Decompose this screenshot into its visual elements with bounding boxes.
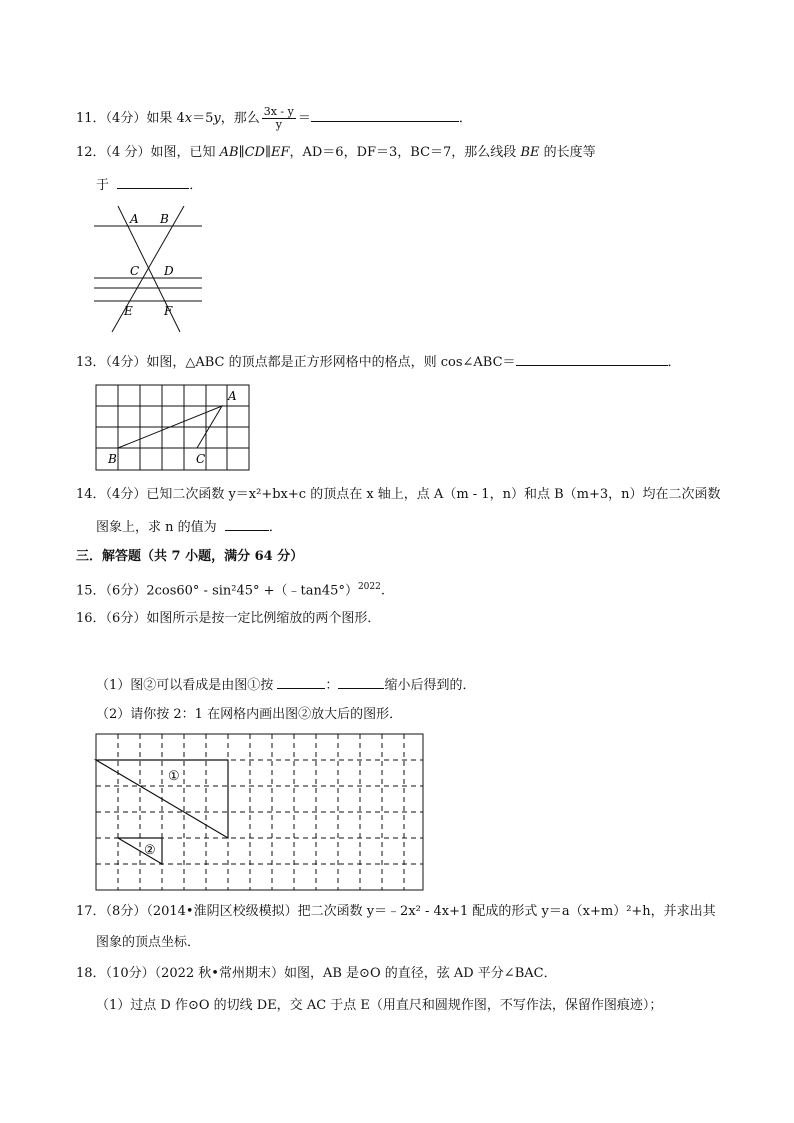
fig12-label-d: D xyxy=(164,264,174,278)
triangle-2-label: ② xyxy=(144,843,156,858)
q16-line xyxy=(76,610,380,628)
q12-lengths: ，AD＝6，DF＝3，BC＝7， xyxy=(289,145,465,160)
q15-power: 2022 xyxy=(357,582,381,592)
q16-score: （6分） xyxy=(105,611,147,626)
q11-number: 11． xyxy=(76,111,106,126)
q14-line2-text: 图象上，求 n 的值为 xyxy=(96,520,217,535)
q16-sub1-post: 缩小后得到的． xyxy=(384,678,476,693)
q18-sub1-text: （1）过点 D 作⊙O 的切线 DE，交 AC 于点 E（用直尺和圆规作图，不写作法，保留作图痕迹）； xyxy=(96,998,663,1013)
q11-answer-blank[interactable] xyxy=(311,108,459,122)
q13-score: （4分） xyxy=(105,355,147,370)
q11-text-then: ，那么 xyxy=(220,111,260,126)
q16-sub2-text: （2）请你按 2：1 在网格内画出图②放大后的图形． xyxy=(96,707,403,722)
q15-score: （6分） xyxy=(105,583,147,599)
q12-figure xyxy=(90,202,210,337)
q16-blank-2[interactable] xyxy=(338,675,384,689)
q14-end: ． xyxy=(268,520,282,535)
q16-number: 16． xyxy=(76,611,106,626)
q12-ef: EF xyxy=(270,145,290,160)
q14-line1 xyxy=(76,486,721,504)
q12-line1 xyxy=(76,144,596,162)
q12-cd: CD xyxy=(244,145,265,160)
q11-text-pre: 如果 4 xyxy=(146,111,185,126)
q17-score: （8分） xyxy=(105,904,147,919)
q12-par2: ∥ xyxy=(264,145,271,160)
q12-score: （4 分） xyxy=(105,145,151,160)
fig12-label-a: A xyxy=(130,212,139,226)
q12-text2: 那么线段 xyxy=(464,145,517,160)
q15-number: 15． xyxy=(76,583,106,599)
fig12-label-b: B xyxy=(160,212,169,226)
q11-fraction xyxy=(262,106,296,131)
q12-answer-blank[interactable] xyxy=(117,175,189,189)
q16-grid-figure xyxy=(94,733,426,893)
q11-var-x: x xyxy=(184,111,193,126)
q16-sub1-pre: （1）图②可以看成是由图①按 xyxy=(96,678,274,693)
fig12-label-e: E xyxy=(124,304,133,318)
q12-text1: 如图，已知 xyxy=(150,145,216,160)
q11-score: （4分） xyxy=(105,111,147,126)
q12-number: 12． xyxy=(76,145,106,160)
q16-dashed-grid xyxy=(96,734,423,890)
q13-grid xyxy=(96,385,249,470)
q14-number: 14． xyxy=(76,487,106,502)
q16-sub1 xyxy=(96,675,475,695)
q16-text: 如图所示是按一定比例缩放的两个图形． xyxy=(146,611,381,626)
q18-sub1 xyxy=(96,997,662,1015)
fig13-label-a: A xyxy=(228,389,237,403)
q17-number: 17． xyxy=(76,904,106,919)
q18-number: 18． xyxy=(76,966,106,981)
q17-line2-text: 图象的顶点坐标． xyxy=(96,935,201,950)
fig13-label-b: B xyxy=(108,452,117,466)
q14-line1-text: 已知二次函数 y＝x²+bx+c 的顶点在 x 轴上，点 A（m - 1，n）和点 B（m+3，n）均在二次函数 xyxy=(146,487,721,502)
q18-line1-text: （2022 秋•常州期末）如图，AB 是⊙O 的直径，弦 AD 平分∠BAC． xyxy=(154,966,557,981)
q12-par1: ∥ xyxy=(238,145,245,160)
q13-text: 如图，△ABC 的顶点都是正方形网格中的格点，则 cos∠ABC＝ xyxy=(146,355,516,370)
section3-title: 三．解答题（共 7 小题，满分 64 分） xyxy=(76,549,304,564)
q14-line2 xyxy=(96,517,282,537)
q14-answer-blank[interactable] xyxy=(225,517,269,531)
q18-score: （10分） xyxy=(105,966,155,981)
q11-var-y: y xyxy=(213,111,221,126)
q11-text-eq: ＝5 xyxy=(192,111,214,126)
q12-end: ． xyxy=(189,178,203,193)
q15-line xyxy=(76,578,385,600)
fig12-label-c: C xyxy=(130,264,140,278)
q17-line1 xyxy=(76,903,716,921)
q12-ab: AB xyxy=(219,145,239,160)
q15-end: . xyxy=(380,583,385,599)
q12-line2 xyxy=(96,175,202,195)
q16-sub2 xyxy=(96,706,402,724)
q13-grid-figure xyxy=(94,384,254,474)
q18-line1 xyxy=(76,965,557,983)
q13-number: 13． xyxy=(76,355,106,370)
q11-frac-den: y xyxy=(275,118,282,131)
fig12-label-f: F xyxy=(164,304,173,318)
q17-line2 xyxy=(96,934,200,952)
q11-frac-num: 3x - y xyxy=(263,105,294,118)
q11-end: ． xyxy=(458,111,472,126)
q12-text3: 的长度等 xyxy=(543,145,596,160)
q13-answer-blank[interactable] xyxy=(516,352,668,366)
fig13-label-c: C xyxy=(196,452,206,466)
q11-line xyxy=(76,106,472,131)
q12-be: BE xyxy=(520,145,540,160)
triangle-1-label: ① xyxy=(168,769,180,784)
q16-sub1-colon: ： xyxy=(325,678,339,693)
q12-line2-pre: 于 xyxy=(96,178,110,193)
q15-expression: 2cos60° - sin²45° +（﹣tan45°） xyxy=(146,583,358,599)
q13-end: ． xyxy=(667,355,681,370)
q14-score: （4分） xyxy=(105,487,147,502)
q13-line xyxy=(76,352,681,372)
q11-equals: ＝ xyxy=(297,111,311,126)
q17-line1-text: （2014•淮阴区校级模拟）把二次函数 y＝﹣2x² - 4x+1 配成的形式 y＝a（x+m）²+h，并求出其 xyxy=(146,904,716,919)
q16-blank-1[interactable] xyxy=(277,675,325,689)
